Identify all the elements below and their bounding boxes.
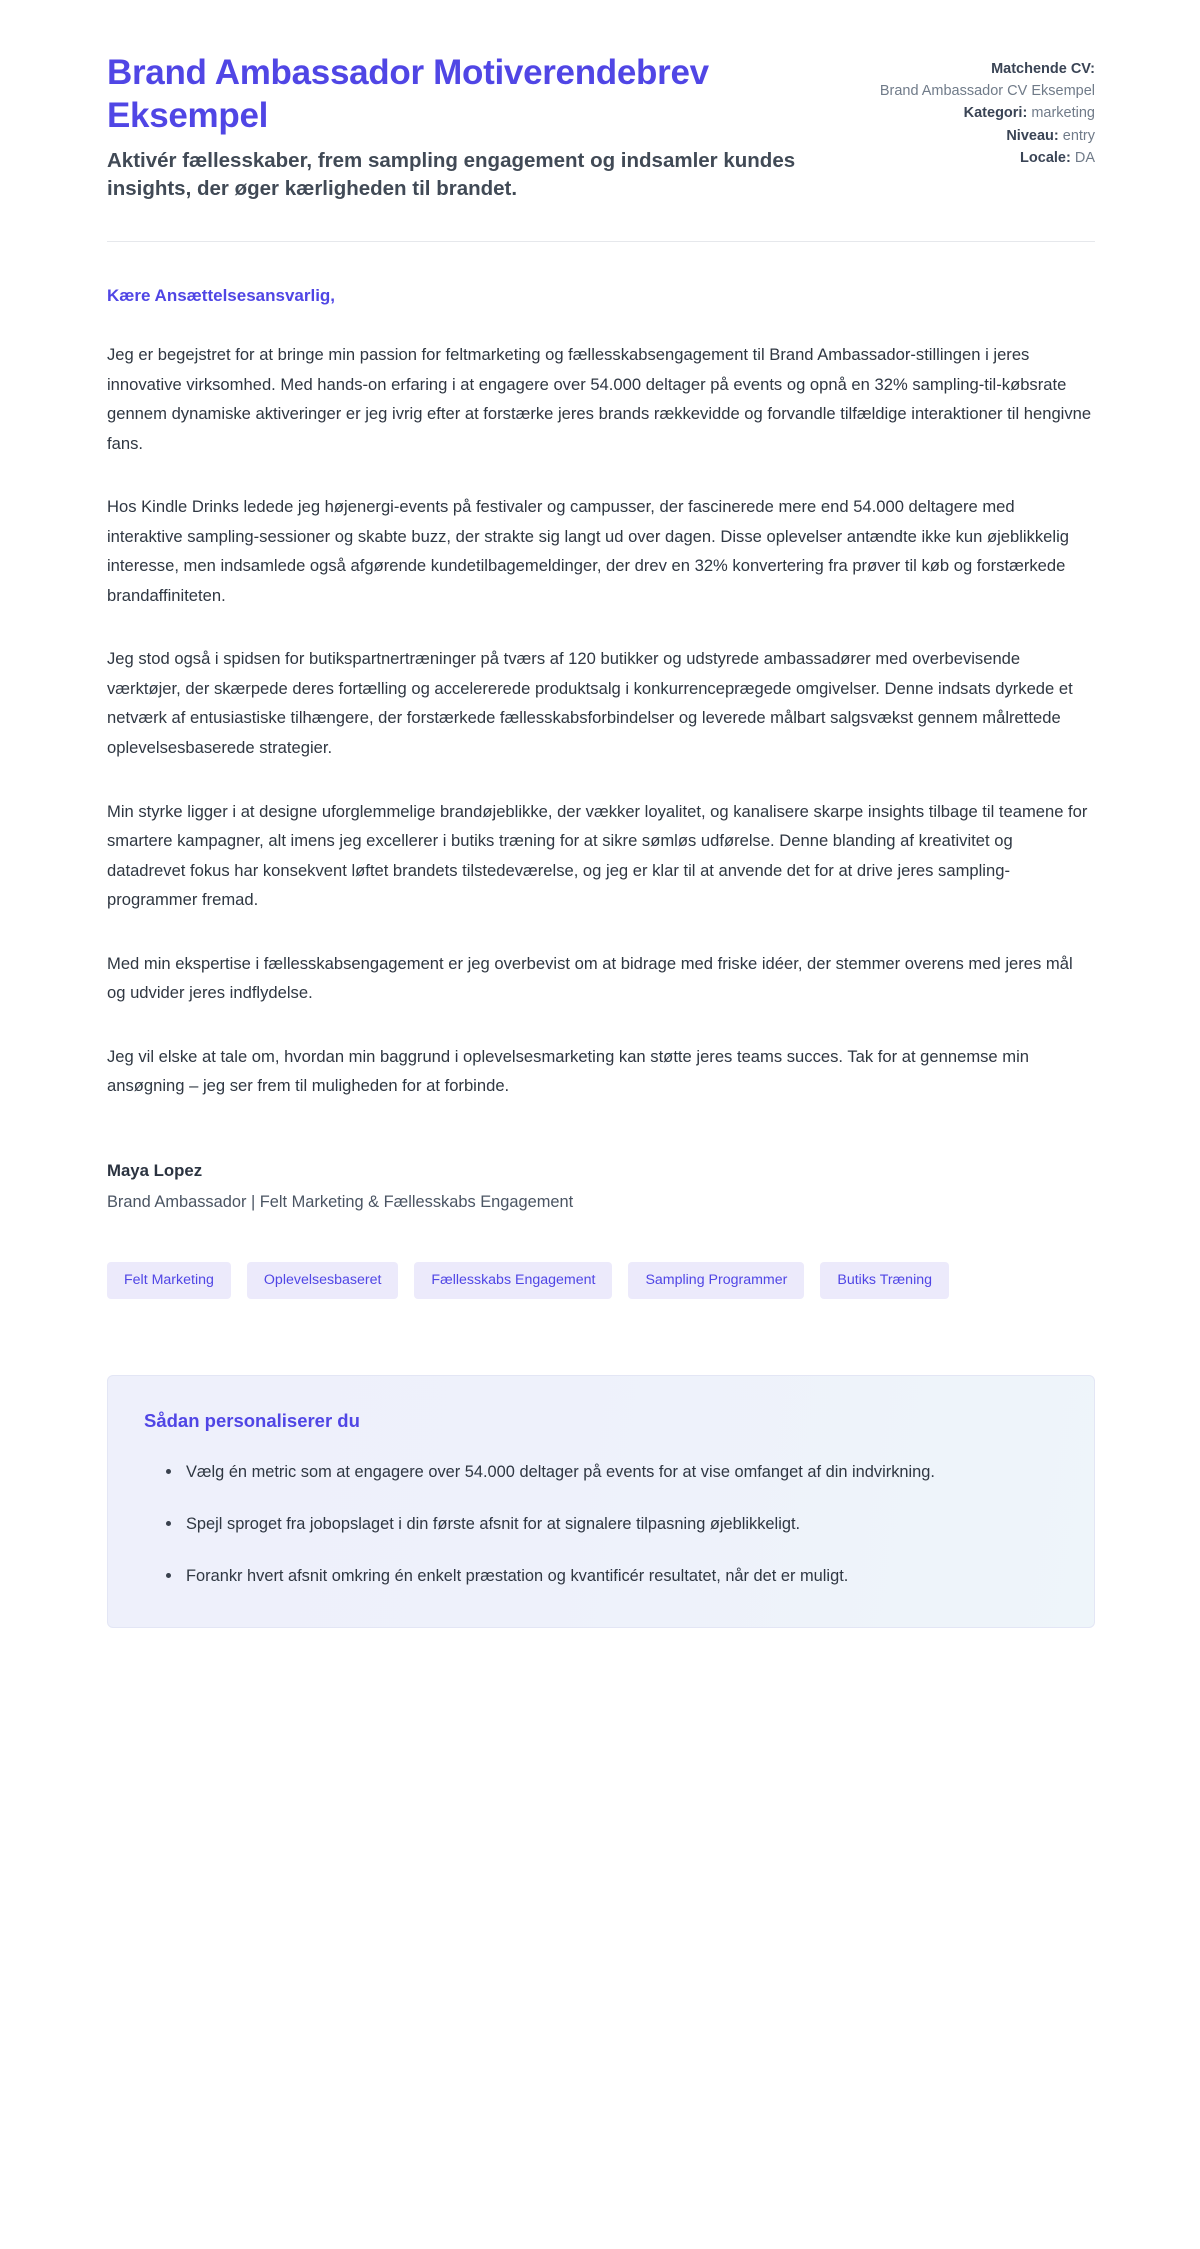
meta-locale-value: DA bbox=[1074, 149, 1095, 166]
tips-list-item: Forankr hvert afsnit omkring én enkelt præstation og kvantificér resultatet, når det er muligt. bbox=[166, 1562, 1056, 1590]
meta-locale bbox=[880, 147, 1095, 169]
letter-paragraph-6: Jeg vil elske at tale om, hvordan min baggrund i oplevelsesmarketing kan støtte jeres teams succes. Tak for at gennemse min ansøgning – jeg ser frem til muligheden for at forbinde. bbox=[107, 1046, 1030, 1096]
tag-list bbox=[107, 1262, 987, 1299]
tag-item[interactable]: Sampling Programmer bbox=[628, 1262, 804, 1299]
page-subtitle: Aktivér fællesskaber, frem sampling engagement og indsamler kundes insights, der øger kærligheden til brandet. bbox=[107, 149, 796, 201]
letter-paragraph-1: Jeg er begejstret for at bringe min passion for feltmarketing og fællesskabsengagement til Brand Ambassador-stillingen i jeres innovative virksomhed. Med hands-on erfaring i at engagere over 54.000 deltager på events og opnå en 32% sampling-til-købsrate gennem dynamiske aktiveringer er jeg ivrig efter at forstærke jeres brands rækkevidde og forvandle tilfældige interaktioner til hengivne fans. bbox=[107, 345, 1092, 453]
meta-level-value: entry bbox=[1062, 127, 1095, 144]
meta-matching-cv-value-row bbox=[880, 80, 1095, 102]
tag-item[interactable]: Felt Marketing bbox=[107, 1262, 231, 1299]
meta-matching-cv-label: Matchende CV: bbox=[991, 61, 1095, 77]
meta-category-label: Kategori: bbox=[963, 105, 1028, 122]
tips-panel-title: Sådan personaliserer du bbox=[144, 1409, 360, 1431]
header-metadata bbox=[880, 52, 1095, 169]
personalization-tips-panel bbox=[107, 1375, 1095, 1628]
salutation: Kære Ansættelsesansvarlig, bbox=[107, 286, 336, 306]
meta-category bbox=[880, 102, 1095, 124]
tag-item[interactable]: Butiks Træning bbox=[820, 1262, 949, 1299]
letter-paragraph-5: Med min ekspertise i fællesskabsengagement er jeg overbevist om at bidrage med friske idéer, der stemmer overens med jeres mål og udvider jeres indflydelse. bbox=[107, 953, 1073, 1003]
header-title-block bbox=[107, 52, 840, 203]
document-header bbox=[107, 52, 1095, 203]
tips-list-item: Vælg én metric som at engagere over 54.000 deltager på events for at vise omfanget af din indvirkning. bbox=[166, 1458, 1056, 1486]
letter-paragraph-3: Jeg stod også i spidsen for butikspartnertræninger på tværs af 120 butikker og udstyrede ambassadører med overbevisende værktøjer, der skærpede deres fortælling og accelererede produktsalg i konkurrenceprægede omgivelser. Denne indsats dyrkede et netværk af entusiastiske tilhængere, der forstærkede fællesskabsforbindelser og leverede målbart salgsvækst gennem målrettede oplevelsesbaserede strategier. bbox=[107, 649, 1073, 757]
meta-level bbox=[880, 125, 1095, 147]
letter-paragraph-4: Min styrke ligger i at designe uforglemmelige brandøjeblikke, der vækker loyalitet, og kanalisere skarpe insights tilbage til teamene for smartere kampagner, alt imens jeg excellerer i butiks træning for at sikre sømløs udførelse. Denne blanding af kreativitet og datadrevet fokus har konsekvent løftet brandets tilstedeværelse, og jeg er klar til at anvende det for at drive jeres sampling-programmer fremad. bbox=[107, 801, 1088, 910]
signature-block bbox=[107, 1161, 1095, 1212]
page-title: Brand Ambassador Motiverendebrev Eksempel bbox=[107, 53, 709, 135]
tips-list-item: Spejl sproget fra jobopslaget i din første afsnit for at signalere tilpasning øjeblikkeligt. bbox=[166, 1510, 1056, 1538]
meta-category-value: marketing bbox=[1031, 105, 1095, 122]
cover-letter-body bbox=[107, 242, 1095, 1101]
tag-item[interactable]: Oplevelsesbaseret bbox=[247, 1262, 399, 1299]
letter-paragraph-2: Hos Kindle Drinks ledede jeg højenergi-events på festivaler og campusser, der fascinerede mere end 54.000 deltagere med interaktive sampling-sessioner og skabte buzz, der strakte sig langt ud over dagen. Disse oplevelser antændte ikke kun øjeblikkelig interesse, men indsamlede også afgørende kundetilbagemeldinger, der drev en 32% konvertering fra prøver til køb og forstærkede brandaffiniteten. bbox=[107, 497, 1070, 605]
meta-locale-label: Locale: bbox=[1020, 149, 1071, 166]
meta-matching-cv-value: Brand Ambassador CV Eksempel bbox=[879, 83, 1095, 100]
signature-name: Maya Lopez bbox=[107, 1160, 203, 1180]
meta-level-label: Niveau: bbox=[1006, 127, 1059, 144]
meta-matching-cv bbox=[880, 58, 1095, 80]
tips-list bbox=[144, 1458, 1058, 1591]
signature-role: Brand Ambassador | Felt Marketing & Fællesskabs Engagement bbox=[107, 1192, 574, 1211]
tag-item[interactable]: Fællesskabs Engagement bbox=[414, 1262, 612, 1299]
